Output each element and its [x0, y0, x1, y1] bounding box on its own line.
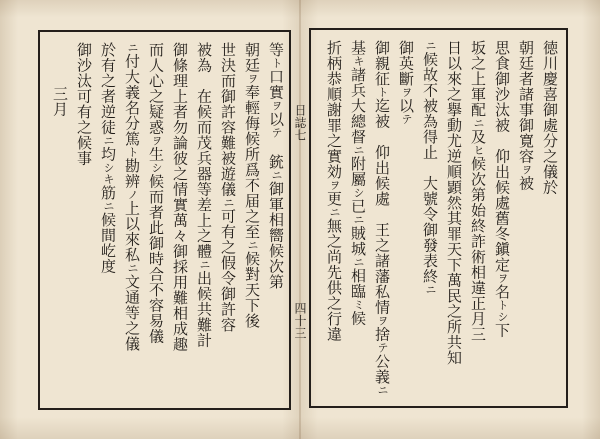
- text-column: 坂之上軍配ニ及ヒ候次第始終詐術相違正月三: [469, 40, 487, 342]
- text-column: 折柄恭順謝罪之實効ヲ更ニ無之尚先供之行違: [325, 40, 343, 342]
- center-column-title: 日誌七: [293, 104, 307, 142]
- text-column: 御沙汰可有之候事: [75, 42, 93, 166]
- text-column: 而人心之疑惑ヲ生シ候而者此御時合不容易儀: [147, 42, 165, 344]
- text-column-title: 徳川慶喜御處分之儀於: [541, 40, 559, 195]
- text-column: 御英斷ヲ以テ: [397, 40, 415, 125]
- text-column: 等ト口實ヲ以テ 銃ニ御軍相嚮候次第: [267, 42, 285, 290]
- text-column: 日以來之擧動尤逆順顕然其罪天下萬民之所共知: [445, 40, 463, 366]
- text-column: ニ付大義名分篤ト勘辨ノ上以來私ニ文通等之儀: [123, 42, 141, 352]
- text-column: 於有之者逆徒ニ均シキ筋ニ候間屹度: [99, 42, 117, 274]
- text-column: 思食御沙汰被 仰出候處舊冬鎭定ヲ名トシ下: [493, 40, 511, 338]
- text-column: 世決而御許容難被遊儀ニ可有之假令御許容: [219, 42, 237, 333]
- text-column: ニ候故不被為得止 大號令御發表終ニ: [421, 40, 439, 296]
- text-column: 被為 在候而茂兵器等差上之體ニ出候共難計: [195, 42, 213, 348]
- page-number: 四十三: [293, 302, 307, 340]
- text-column: 朝廷者諸事御寛容ヲ被: [517, 40, 535, 191]
- text-column: 御親征ト迄被 仰出候處 王之諸藩私情ヲ捨テ公義ニ: [373, 40, 391, 396]
- text-column: 御條理上者勿論彼之情實萬々御採用難相成趣: [171, 42, 189, 352]
- text-column: 基キ諸兵大總督ニ附屬シ已ニ賊城ニ相臨ミ候: [349, 40, 367, 326]
- date-column: 三月: [51, 86, 69, 117]
- text-column: 朝廷ヲ奉輕侮候所爲不届之至ニ候對天下後: [243, 42, 261, 329]
- center-fold: [299, 0, 301, 439]
